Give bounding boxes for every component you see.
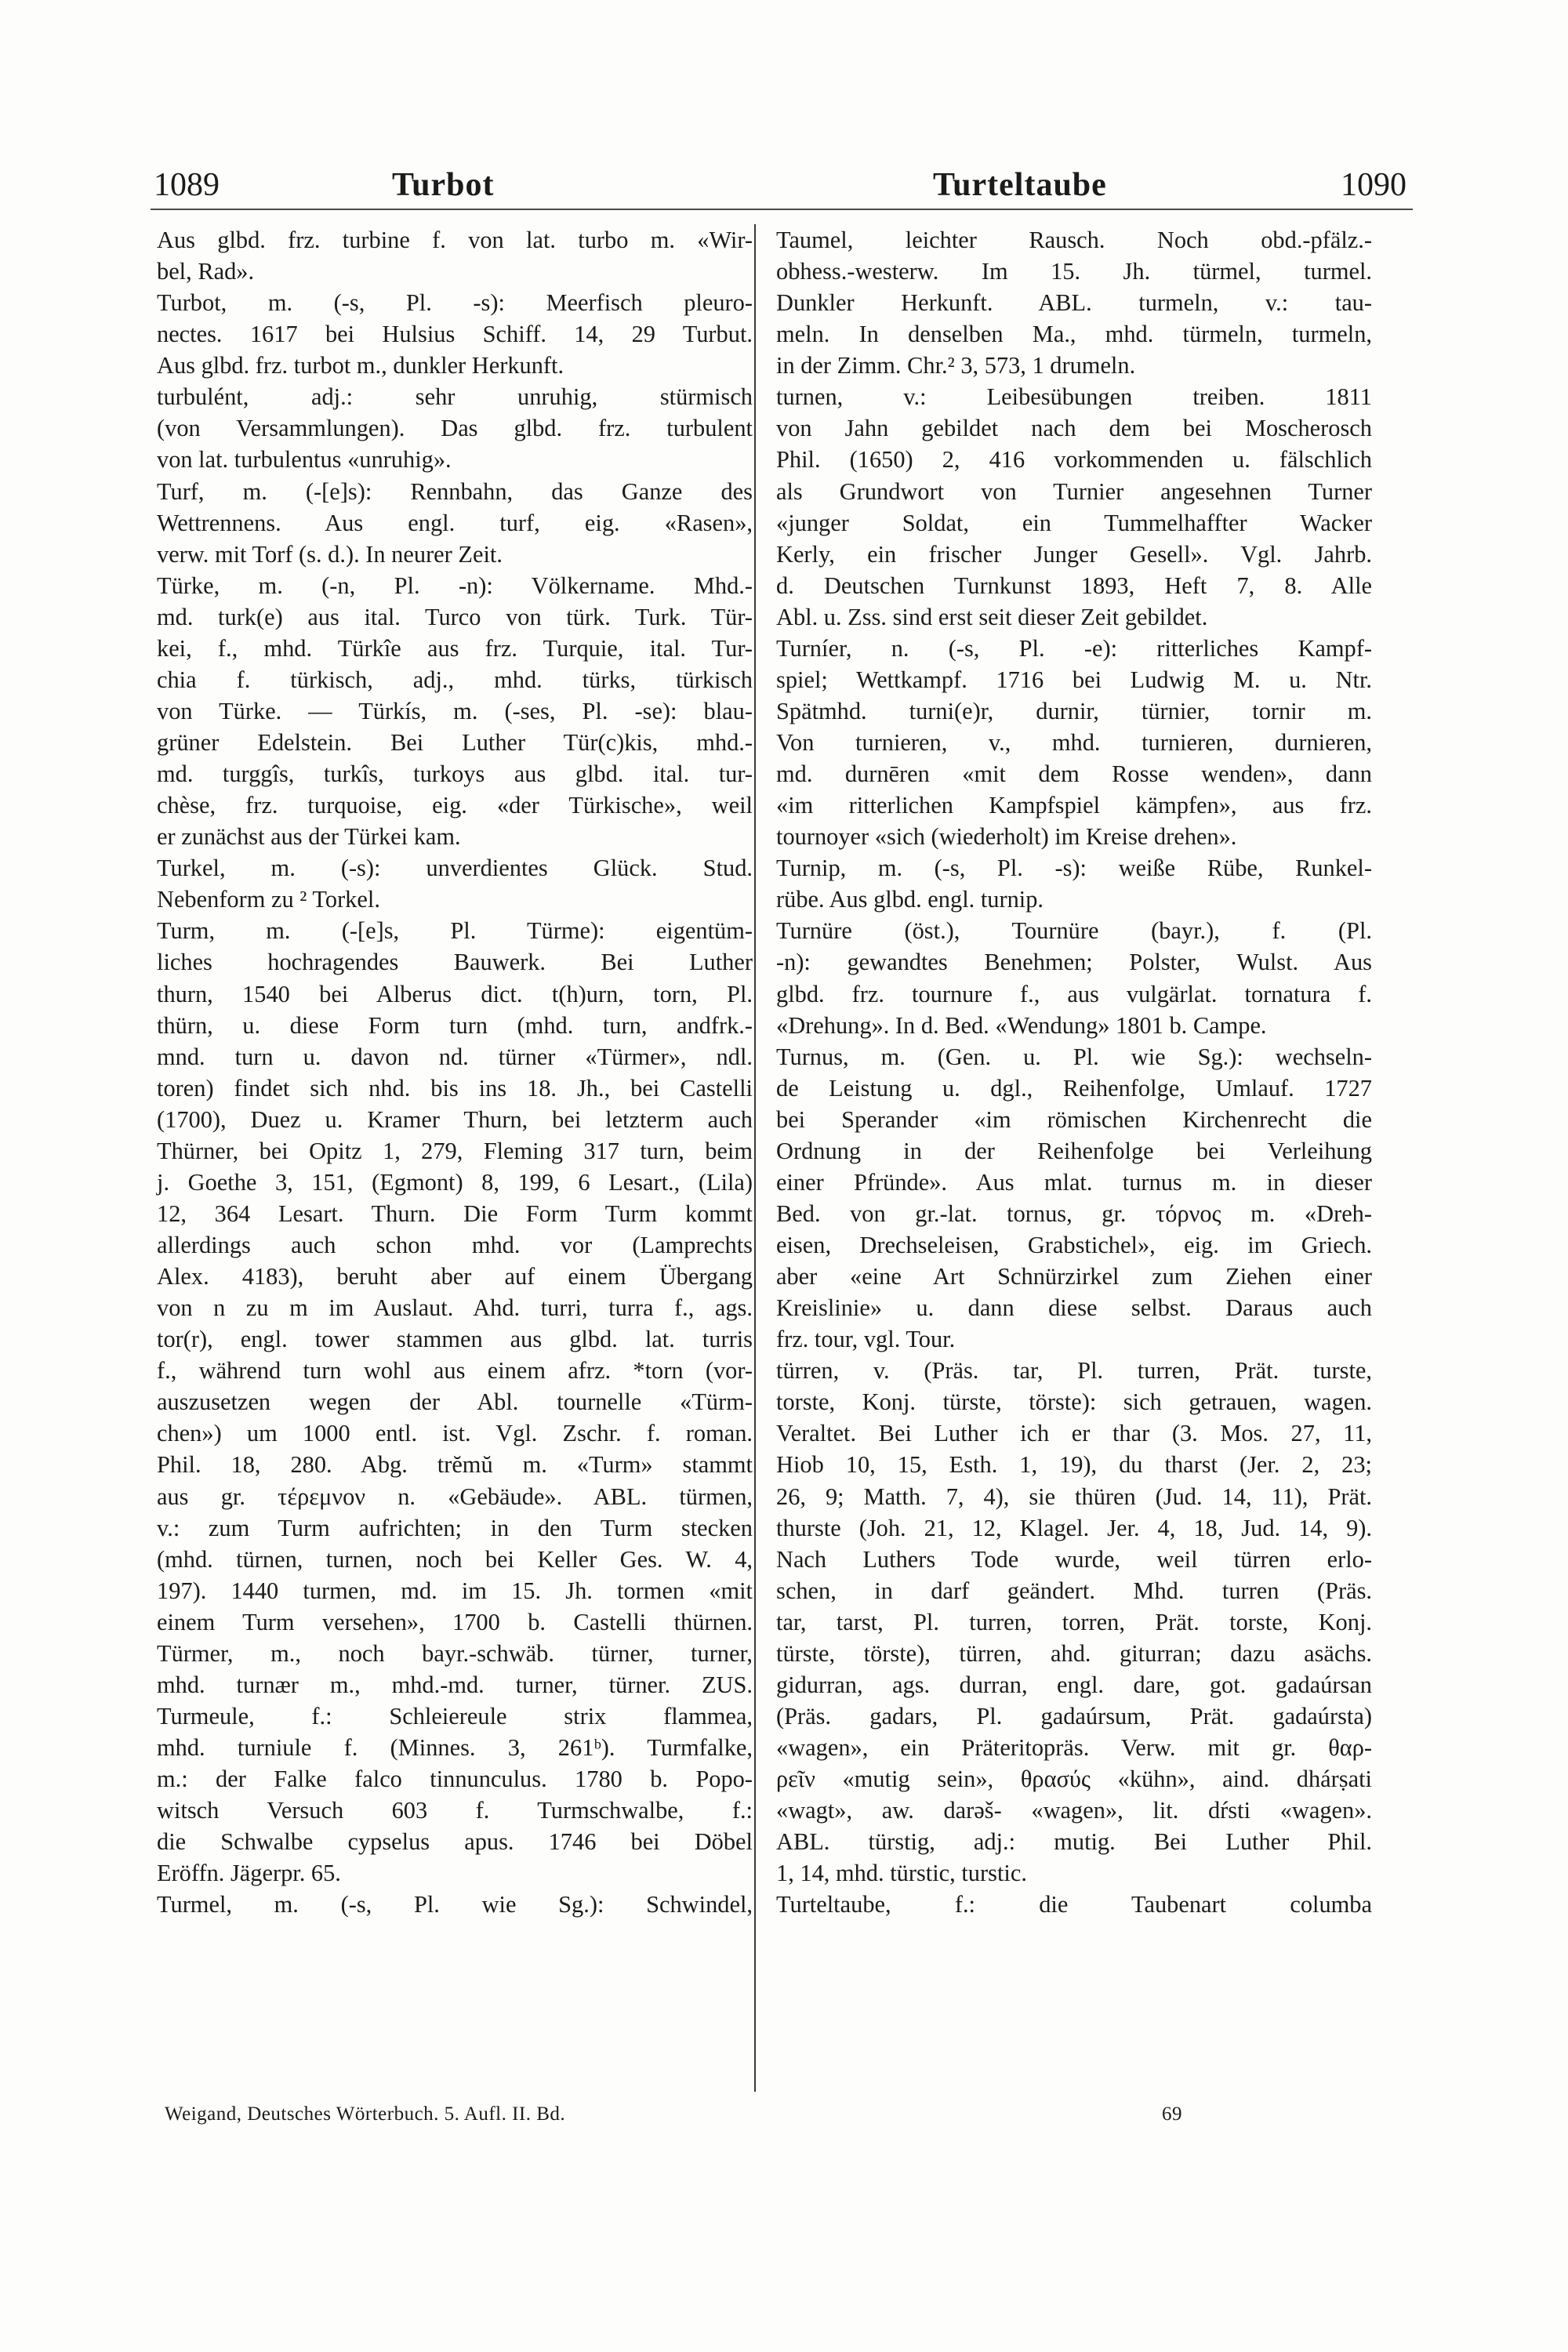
- text-line: -n): gewandtes Benehmen; Polster, Wulst. Aus: [776, 949, 1372, 976]
- text-line: Aus glbd. frz. turbot m., dunkler Herkunft.: [157, 352, 564, 379]
- text-line: rübe. Aus glbd. engl. turnip.: [776, 886, 1044, 913]
- text-line: thürn, u. diese Form turn (mhd. turn, andfrk.-: [157, 1011, 753, 1039]
- text-line: Wettrennens. Aus engl. turf, eig. «Rasen»,: [157, 509, 753, 536]
- text-line: schen, in darf geändert. Mhd. turren (Präs.: [776, 1577, 1372, 1604]
- text-line: tar, tarst, Pl. turren, torren, Prät. torste, Konj.: [776, 1608, 1372, 1635]
- text-line: Phil. 18, 280. Abg. trĕmŭ m. «Turm» stammt: [157, 1451, 753, 1479]
- text-line: «junger Soldat, ein Tummelhaffter Wacker: [776, 509, 1372, 536]
- text-line: (1700), Duez u. Kramer Thurn, bei letzterm auch: [157, 1105, 753, 1133]
- text-line: Taumel, leichter Rausch. Noch obd.-pfälz.-: [776, 227, 1372, 253]
- text-line: Türke, m. (-n, Pl. -n): Völkername. Mhd.-: [157, 572, 753, 599]
- right-column: [776, 224, 1372, 1920]
- text-line: bei Sperander «im römischen Kirchenrecht die: [776, 1105, 1372, 1133]
- text-line: obhess.-westerw. Im 15. Jh. türmel, turmel.: [776, 258, 1372, 285]
- text-line: türste, törste), türren, ahd. giturran; dazu asächs.: [776, 1639, 1372, 1667]
- text-line: thurste (Joh. 21, 12, Klagel. Jer. 4, 18, Jud. 14, 9).: [776, 1514, 1372, 1541]
- text-line: Kreislinie» u. dann diese selbst. Daraus auch: [776, 1294, 1372, 1322]
- signature-mark: 69: [1162, 2103, 1182, 2125]
- text-line: Eröffn. Jägerpr. 65.: [157, 1860, 341, 1887]
- text-line: als Grundwort von Turnier angesehnen Turner: [776, 477, 1372, 505]
- text-line: (von Versammlungen). Das glbd. frz. turbulent: [157, 415, 753, 442]
- text-line: ABL. türstig, adj.: mutig. Bei Luther Phil.: [776, 1828, 1372, 1856]
- text-line: in der Zimm. Chr.² 3, 573, 1 drumeln.: [776, 352, 1136, 379]
- text-line: einer Pfründe». Aus mlat. turnus m. in dieser: [776, 1168, 1372, 1196]
- text-line: Aus glbd. frz. turbine f. von lat. turbo m. «Wir-: [157, 227, 753, 253]
- page-number-right: 1090: [1341, 167, 1406, 203]
- text-line: v.: zum Turm aufrichten; in den Turm stecken: [157, 1514, 753, 1541]
- text-line: Ordnung in der Reihenfolge bei Verleihung: [776, 1137, 1372, 1164]
- text-line: auszusetzen wegen der Abl. tournelle «Türm-: [157, 1388, 753, 1416]
- text-line: md. turk(e) aus ital. Turco von türk. Turk. Tür-: [157, 603, 753, 630]
- text-line: von Jahn gebildet nach dem bei Moscherosch: [776, 415, 1372, 442]
- text-line: Turmel, m. (-s, Pl. wie Sg.): Schwindel,: [157, 1891, 753, 1918]
- text-line: ρεῖν «mutig sein», θρασύς «kühn», aind. dhárṣati: [776, 1766, 1372, 1793]
- text-line: Turnüre (öst.), Tournüre (bayr.), f. (Pl.: [776, 917, 1372, 945]
- text-line: witsch Versuch 603 f. Turmschwalbe, f.:: [157, 1797, 753, 1824]
- text-line: chèse, frz. turquoise, eig. «der Türkische», weil: [157, 792, 753, 819]
- page-number-left: 1089: [154, 167, 220, 203]
- text-line: einem Turm versehen», 1700 b. Castelli thürnen.: [157, 1608, 753, 1635]
- text-line: turnen, v.: Leibesübungen treiben. 1811: [776, 383, 1372, 411]
- header-rule: [151, 209, 1413, 210]
- text-line: von Türke. — Türkís, m. (-ses, Pl. -se): blau-: [157, 697, 753, 724]
- text-line: mhd. turnær m., mhd.-md. turner, türner. ZUS.: [157, 1671, 753, 1698]
- text-line: Turbot, m. (-s, Pl. -s): Meerfisch pleuro-: [157, 289, 753, 317]
- text-line: 1, 14, mhd. türstic, turstic.: [776, 1860, 1027, 1887]
- text-line: md. turggîs, turkîs, turkoys aus glbd. ital. tur-: [157, 760, 753, 788]
- text-line: Thürner, bei Opitz 1, 279, Fleming 317 turn, beim: [157, 1137, 753, 1164]
- text-line: Turnus, m. (Gen. u. Pl. wie Sg.): wechseln-: [776, 1043, 1372, 1070]
- text-line: meln. In denselben Ma., mhd. türmeln, turmeln,: [776, 321, 1372, 348]
- text-line: Alex. 4183), beruht aber auf einem Übergang: [157, 1263, 753, 1290]
- text-line: türren, v. (Präs. tar, Pl. turren, Prät. turste,: [776, 1357, 1372, 1385]
- text-line: «wagt», aw. darəš- «wagen», lit. dŕsti «wagen».: [776, 1797, 1372, 1824]
- text-line: (mhd. türnen, turnen, noch bei Keller Ges. W. 4,: [157, 1545, 753, 1573]
- text-line: Turteltaube, f.: die Taubenart columba: [776, 1891, 1372, 1918]
- text-line: 26, 9; Matth. 7, 4), sie thüren (Jud. 14, 11), Prät.: [776, 1483, 1372, 1510]
- text-line: 12, 364 Lesart. Thurn. Die Form Turm kommt: [157, 1200, 753, 1227]
- text-line: thurn, 1540 bei Alberus dict. t(h)urn, torn, Pl.: [157, 980, 753, 1007]
- text-line: m.: der Falke falco tinnunculus. 1780 b. Popo-: [157, 1766, 753, 1793]
- text-line: «im ritterlichen Kampfspiel kämpfen», aus frz.: [776, 792, 1372, 819]
- text-line: «Drehung». In d. Bed. «Wendung» 1801 b. Campe.: [776, 1011, 1267, 1039]
- text-line: mnd. turn u. davon nd. türner «Türmer», ndl.: [157, 1043, 753, 1070]
- text-line: mhd. turniule f. (Minnes. 3, 261ᵇ). Turmfalke,: [157, 1734, 753, 1761]
- text-line: md. durnēren «mit dem Rosse wenden», dann: [776, 760, 1372, 788]
- text-line: chia f. türkisch, adj., mhd. türks, türkisch: [157, 666, 753, 693]
- text-line: eisen, Drechseleisen, Grabstichel», eig. im Griech.: [776, 1232, 1372, 1258]
- footer-citation: Weigand, Deutsches Wörterbuch. 5. Aufl. II. Bd.: [165, 2103, 566, 2125]
- text-line: er zunächst aus der Türkei kam.: [157, 823, 461, 851]
- text-line: turbulént, adj.: sehr unruhig, stürmisch: [157, 383, 753, 411]
- column-divider: [754, 224, 756, 2092]
- text-line: de Leistung u. dgl., Reihenfolge, Umlauf. 1727: [776, 1074, 1372, 1102]
- text-line: Nebenform zu ² Torkel.: [157, 886, 380, 913]
- text-line: Kerly, ein frischer Junger Gesell». Vgl. Jahrb.: [776, 540, 1372, 568]
- text-line: frz. tour, vgl. Tour.: [776, 1326, 956, 1353]
- text-line: Spätmhd. turni(e)r, durnir, türnier, tornir m.: [776, 697, 1372, 724]
- text-line: chen») um 1000 entl. ist. Vgl. Zschr. f. roman.: [157, 1420, 753, 1447]
- text-line: von n zu m im Auslaut. Ahd. turri, turra f., ags.: [157, 1294, 753, 1322]
- text-line: (Präs. gadars, Pl. gadaúrsum, Prät. gadaúrsta): [776, 1702, 1372, 1730]
- text-line: kei, f., mhd. Türkîe aus frz. Turquie, ital. Tur-: [157, 634, 753, 662]
- text-line: 197). 1440 turmen, md. im 15. Jh. tormen «mit: [157, 1577, 753, 1604]
- text-line: Phil. (1650) 2, 416 vorkommenden u. fälschlich: [776, 446, 1372, 474]
- text-line: gidurran, ags. durran, engl. dare, got. gadaúrsan: [776, 1671, 1372, 1698]
- text-line: aus gr. τέρεμνον n. «Gebäude». ABL. türmen,: [157, 1483, 753, 1510]
- text-line: Turm, m. (-[e]s, Pl. Türme): eigentüm-: [157, 917, 753, 945]
- left-column: [157, 224, 753, 1920]
- text-line: Veraltet. Bei Luther ich er thar (3. Mos. 27, 11,: [776, 1420, 1372, 1447]
- text-line: Türmer, m., noch bayr.-schwäb. türner, turner,: [157, 1639, 753, 1667]
- text-line: aber «eine Art Schnürzirkel zum Ziehen einer: [776, 1263, 1372, 1290]
- text-line: bel, Rad».: [157, 258, 255, 285]
- text-line: spiel; Wettkampf. 1716 bei Ludwig M. u. Ntr.: [776, 666, 1372, 693]
- text-line: Turmeule, f.: Schleiereule strix flammea,: [157, 1702, 753, 1730]
- text-line: Turf, m. (-[e]s): Rennbahn, das Ganze des: [157, 477, 753, 505]
- text-line: verw. mit Torf (s. d.). In neurer Zeit.: [157, 540, 503, 568]
- text-line: f., während turn wohl aus einem afrz. *torn (vor-: [157, 1357, 753, 1385]
- text-line: Von turnieren, v., mhd. turnieren, durnieren,: [776, 729, 1372, 756]
- text-line: Dunkler Herkunft. ABL. turmeln, v.: tau-: [776, 289, 1372, 317]
- text-line: die Schwalbe cypselus apus. 1746 bei Döbel: [157, 1828, 753, 1856]
- text-line: liches hochragendes Bauwerk. Bei Luther: [157, 949, 753, 976]
- text-line: grüner Edelstein. Bei Luther Tür(c)kis, mhd.-: [157, 729, 753, 756]
- text-line: allerdings auch schon mhd. vor (Lamprechts: [157, 1232, 753, 1258]
- text-line: Bed. von gr.-lat. tornus, gr. τόρνος m. «Dreh-: [776, 1200, 1372, 1227]
- text-line: Hiob 10, 15, Esth. 1, 19), du tharst (Jer. 2, 23;: [776, 1451, 1372, 1479]
- text-line: Nach Luthers Tode wurde, weil türren erlo-: [776, 1545, 1372, 1573]
- text-line: von lat. turbulentus «unruhig».: [157, 446, 452, 474]
- text-line: glbd. frz. tournure f., aus vulgärlat. tornatura f.: [776, 980, 1372, 1007]
- running-headword-left: Turbot: [392, 167, 495, 203]
- text-line: toren) findet sich nhd. bis ins 18. Jh., bei Castelli: [157, 1074, 753, 1102]
- text-line: «wagen», ein Präteritopräs. Verw. mit gr. θαρ-: [776, 1734, 1372, 1761]
- text-line: tor(r), engl. tower stammen aus glbd. lat. turris: [157, 1326, 753, 1353]
- text-line: Turkel, m. (-s): unverdientes Glück. Stud.: [157, 855, 753, 882]
- text-line: torste, Konj. türste, törste): sich getrauen, wagen.: [776, 1388, 1372, 1416]
- text-line: Turníer, n. (-s, Pl. -e): ritterliches Kampf-: [776, 634, 1372, 662]
- running-headword-right: Turteltaube: [933, 167, 1107, 203]
- text-line: tournoyer «sich (wiederholt) im Kreise drehen».: [776, 823, 1237, 851]
- text-line: d. Deutschen Turnkunst 1893, Heft 7, 8. Alle: [776, 572, 1372, 599]
- text-line: Abl. u. Zss. sind erst seit dieser Zeit gebildet.: [776, 603, 1208, 630]
- text-line: j. Goethe 3, 151, (Egmont) 8, 199, 6 Lesart., (Lila): [157, 1168, 753, 1196]
- text-line: nectes. 1617 bei Hulsius Schiff. 14, 29 Turbut.: [157, 321, 753, 348]
- text-line: Turnip, m. (-s, Pl. -s): weiße Rübe, Runkel-: [776, 855, 1372, 882]
